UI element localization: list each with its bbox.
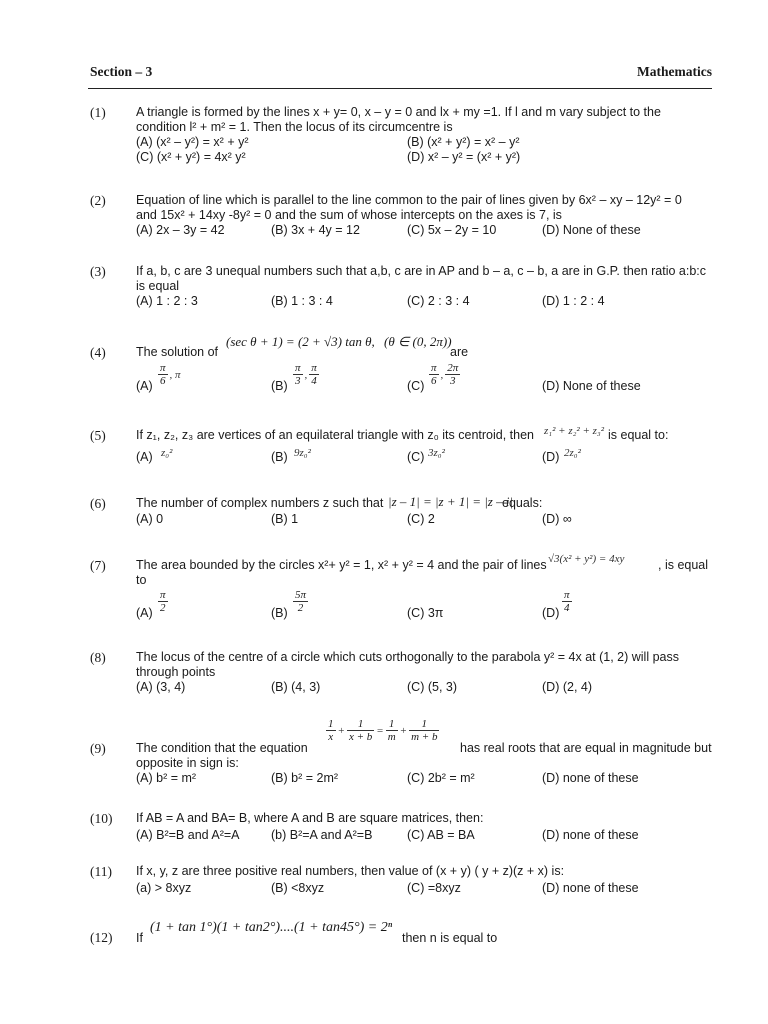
option-d[interactable] <box>542 606 559 621</box>
question-text: is equal <box>136 279 180 293</box>
numerator: π <box>160 589 166 601</box>
option-c[interactable]: (C) (x² + y²) = 4x² y² <box>136 150 246 164</box>
equation: (sec θ + 1) = (2 + √3) tan θ, <box>226 334 375 349</box>
option-a-math <box>156 362 181 387</box>
denominator: 6 <box>160 375 166 387</box>
option-c[interactable]: (C) 2 <box>407 512 435 526</box>
denominator: 3 <box>450 375 456 387</box>
question-text: A triangle is formed by the lines x + y= 0, x – y = 0 and lx + my =1. If l and m vary subject to the <box>136 105 661 119</box>
option-d[interactable]: (D) x² – y² = (x² + y²) <box>407 150 521 164</box>
numerator: 1 <box>409 718 439 731</box>
option-c[interactable]: (C) 5x – 2y = 10 <box>407 223 497 237</box>
denominator: 4 <box>564 602 570 614</box>
question-number: (10) <box>90 811 113 826</box>
denominator: 2 <box>297 602 304 614</box>
question-number: (1) <box>90 105 106 120</box>
option-c[interactable]: (C) 3π <box>407 606 444 620</box>
denominator: 6 <box>431 375 437 387</box>
section-label: Section – 3 <box>90 64 153 79</box>
option-label: (A) <box>136 450 153 464</box>
question-text: are <box>450 345 469 359</box>
option-label: (B) <box>271 379 288 393</box>
option-d[interactable]: (D) None of these <box>542 379 641 393</box>
denominator: x + b <box>348 731 373 743</box>
option-a[interactable]: (A) (3, 4) <box>136 680 186 694</box>
option-c[interactable]: (C) 2b² = m² <box>407 771 475 785</box>
option-label: (D) <box>542 450 560 464</box>
option-d[interactable]: (D) ∞ <box>542 512 572 526</box>
question-text: to <box>136 573 147 587</box>
numerator: 5π <box>295 589 307 601</box>
option-b[interactable]: (B) 3x + 4y = 12 <box>271 223 360 237</box>
option-a[interactable]: (A) 2x – 3y = 42 <box>136 223 225 237</box>
option-d[interactable]: (D) none of these <box>542 881 639 895</box>
option-d[interactable] <box>542 450 559 465</box>
option-b-math <box>291 589 310 614</box>
option-a[interactable]: (A) 1 : 2 : 3 <box>136 294 198 308</box>
option-a[interactable]: (A) b² = m² <box>136 771 197 785</box>
option-label: (B) <box>271 450 288 464</box>
subject-label: Mathematics <box>637 64 712 79</box>
denominator: 4 <box>311 375 317 387</box>
option-a-math <box>156 589 170 614</box>
question-text: Equation of line which is parallel to the line common to the pair of lines given by 6x² – xy – 12y² = 0 <box>136 193 682 207</box>
option-label: (A) <box>136 606 153 620</box>
question-text: and 15x² + 14xy -8y² = 0 and the sum of whose intercepts on the axes is 7, is <box>136 208 562 222</box>
expression: z₁² + z₂² + z₃² <box>544 425 605 437</box>
expression: (1 + tan 1°)(1 + tan2°)....(1 + tan45°) = 2ⁿ <box>150 920 393 935</box>
question-text: The number of complex numbers z such that <box>136 496 384 510</box>
expression: |z – 1| = |z + 1| = |z – i| <box>388 494 514 509</box>
option-a[interactable] <box>136 379 153 394</box>
option-a[interactable] <box>136 606 153 621</box>
numerator: 2π <box>447 362 459 374</box>
option-c-math: 3z₀² <box>428 447 445 459</box>
domain-condition: (θ ∈ (0, 2π)) <box>384 334 452 349</box>
option-b[interactable]: (B) 1 : 3 : 4 <box>271 294 333 308</box>
numerator: π <box>311 362 317 374</box>
numerator: π <box>295 362 301 374</box>
option-c-math: $\frac{\pi}{6}$ , $\frac{2\pi}{3}$ <box>431 362 459 387</box>
question-number: (8) <box>90 650 106 665</box>
question-text: is equal to: <box>608 428 669 442</box>
numerator: π <box>564 589 570 601</box>
option-label: (A) <box>136 379 153 393</box>
option-a[interactable]: (a) > 8xyz <box>136 881 192 895</box>
question-number: (11) <box>90 864 112 879</box>
option-b[interactable]: (B) 1 <box>271 512 299 526</box>
question-number: (3) <box>90 264 106 279</box>
question-text: If <box>136 931 143 945</box>
question-text: The condition that the equation <box>136 741 308 755</box>
option-c[interactable] <box>407 450 424 465</box>
option-d[interactable]: (D) none of these <box>542 771 639 785</box>
equation: $\frac{1}{x}$ + $\frac{1}{x + b}$ = $\frac{1}{m}$ + $\frac{1}{m + b}$ <box>328 718 438 743</box>
option-a[interactable] <box>136 450 153 465</box>
option-c[interactable]: (C) 2 : 3 : 4 <box>407 294 470 308</box>
question-number: (9) <box>90 741 106 756</box>
question-text: condition l² + m² = 1. Then the locus of its circumcentre is <box>136 120 453 134</box>
denominator: x <box>328 731 334 743</box>
question-number: (6) <box>90 496 106 511</box>
question-number: (2) <box>90 193 106 208</box>
option-label: (D) <box>542 606 560 620</box>
question-text: equals: <box>502 496 543 510</box>
option-b-math: $\frac{\pi}{3}$ , $\frac{\pi}{4}$ <box>295 362 317 387</box>
option-a[interactable]: (A) (x² – y²) = x² + y² <box>136 135 249 149</box>
option-d-math: 2z₀² <box>564 447 581 459</box>
option-a-rest: , π <box>169 368 181 381</box>
option-b[interactable] <box>271 379 288 394</box>
denominator: m + b <box>411 731 438 743</box>
option-a-math: z₀² <box>161 447 173 459</box>
numerator: 1 <box>347 718 374 731</box>
question-text: has real roots that are equal in magnitude but <box>460 741 712 755</box>
option-d[interactable]: (D) none of these <box>542 828 639 842</box>
option-b[interactable] <box>271 450 288 465</box>
option-label: (C) <box>407 379 425 393</box>
denominator: 3 <box>295 375 301 387</box>
denominator: 2 <box>160 602 166 614</box>
option-b[interactable]: (b) B²=A and A²=B <box>271 828 373 842</box>
header-divider <box>88 88 712 89</box>
numerator: π <box>160 362 166 374</box>
question-text: The locus of the centre of a circle which cuts orthogonally to the parabola y² = 4x at (1, 2) will pass <box>136 650 679 664</box>
option-c[interactable] <box>407 379 424 394</box>
numerator: 1 <box>328 718 334 730</box>
option-d[interactable]: (D) 1 : 2 : 4 <box>542 294 605 308</box>
numerator: 1 <box>386 718 398 731</box>
option-b[interactable]: (B) <8xyz <box>271 881 325 895</box>
option-d[interactable]: (D) (2, 4) <box>542 680 592 694</box>
option-label: (C) <box>407 450 425 464</box>
question-text: If AB = A and BA= B, where A and B are square matrices, then: <box>136 811 484 825</box>
question-number: (4) <box>90 345 106 360</box>
option-a[interactable]: (A) B²=B and A²=A <box>136 828 240 842</box>
option-b[interactable]: (B) b² = 2m² <box>271 771 339 785</box>
option-a[interactable]: (A) 0 <box>136 512 164 526</box>
question-text: The area bounded by the circles x²+ y² = 1, x² + y² = 4 and the pair of lines <box>136 558 547 572</box>
option-c[interactable]: (C) AB = BA <box>407 828 475 842</box>
question-text: The solution of <box>136 345 218 359</box>
expression: √3(x² + y²) = 4xy <box>548 553 625 565</box>
question-text: , is equal <box>658 558 709 572</box>
question-text: If x, y, z are three positive real numbers, then value of (x + y) ( y + z)(z + x) is: <box>136 864 565 878</box>
question-number: (7) <box>90 558 106 573</box>
question-number: (12) <box>90 930 113 945</box>
question-text: If a, b, c are 3 unequal numbers such that a,b, c are in AP and b – a, c – b, a are in G.P. then ratio a:b:c <box>136 264 707 278</box>
question-number: (5) <box>90 428 106 443</box>
option-b[interactable] <box>271 606 288 621</box>
question-text: then n is equal to <box>402 931 498 945</box>
option-label: (B) <box>271 606 288 620</box>
numerator: π <box>431 362 437 374</box>
question-text: opposite in sign is: <box>136 756 239 770</box>
question-text: through points <box>136 665 216 679</box>
denominator: m <box>387 731 396 743</box>
page-header <box>90 64 712 84</box>
option-d-math <box>560 589 574 614</box>
option-d[interactable]: (D) None of these <box>542 223 641 237</box>
option-b[interactable]: (B) (4, 3) <box>271 680 321 694</box>
option-c[interactable]: (C) (5, 3) <box>407 680 457 694</box>
option-b-math: 9z₀² <box>294 447 311 459</box>
option-c[interactable]: (C) =8xyz <box>407 881 461 895</box>
question-text: If z₁, z₂, z₃ are vertices of an equilateral triangle with z₀ its centroid, then <box>136 428 534 442</box>
option-b[interactable]: (B) (x² + y²) = x² – y² <box>407 135 520 149</box>
